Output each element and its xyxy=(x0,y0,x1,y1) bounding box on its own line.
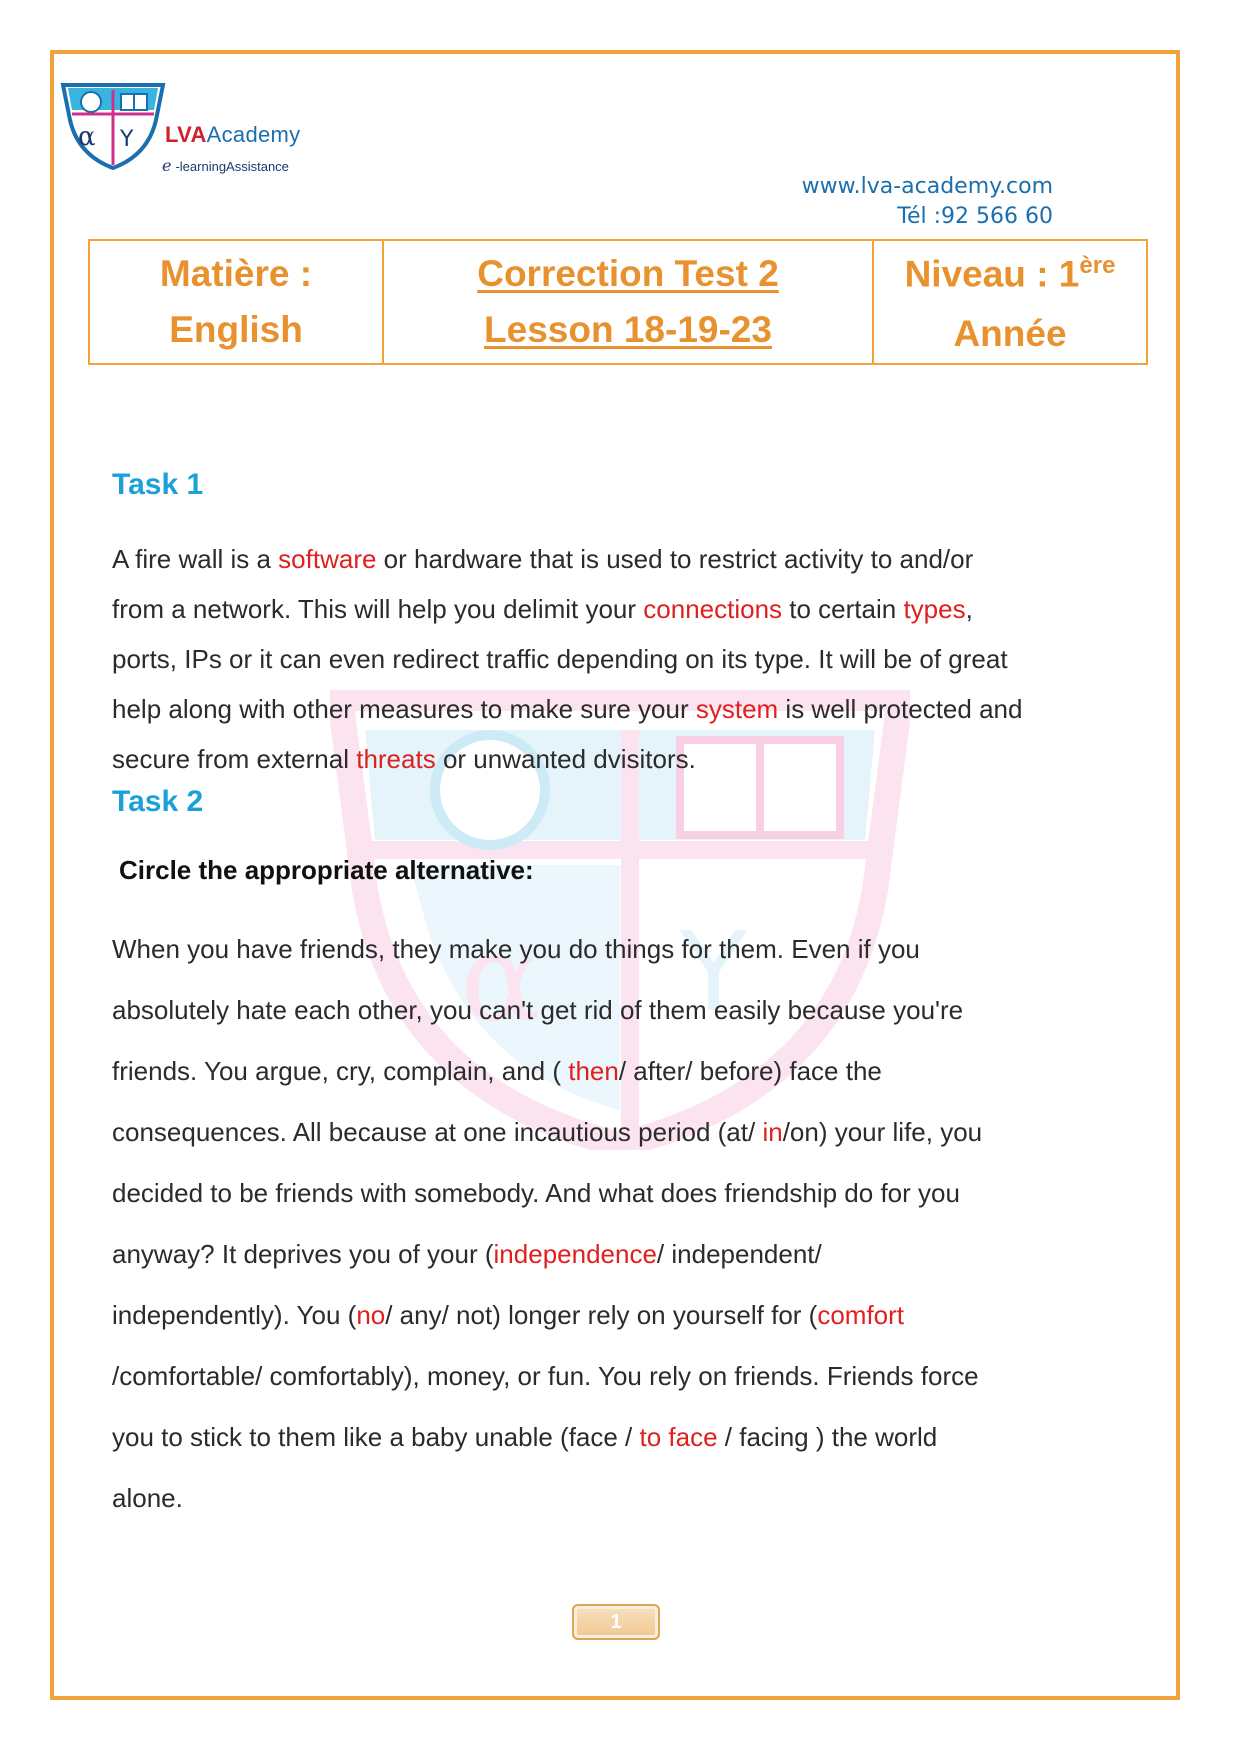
task2-instruction: Circle the appropriate alternative: xyxy=(119,855,534,885)
task2-title: Task 2 xyxy=(112,785,204,818)
task2-line xyxy=(112,980,1162,1041)
text-segment: /comfortable/ comfortably), money, or fun. You rely on friends. Friends force xyxy=(112,1361,979,1391)
answer-word: types xyxy=(903,594,966,624)
answer-word: in xyxy=(762,1117,783,1147)
task1-line xyxy=(112,734,1162,784)
logo-wordmark: LVAAcademy xyxy=(165,122,301,147)
task2-line xyxy=(112,1346,1162,1407)
text-segment: , xyxy=(965,594,973,624)
task2-line xyxy=(112,1224,1162,1285)
lesson-numbers: Lesson 18-19-23 xyxy=(484,309,772,351)
text-segment: ports, IPs or it can even redirect traffic depending on its type. It will be of great xyxy=(112,644,1008,674)
page-number: 1 xyxy=(572,1604,660,1640)
header-table xyxy=(88,239,1148,365)
svg-text:α: α xyxy=(460,910,542,1049)
task2-line xyxy=(112,1285,1162,1346)
answer-word: system xyxy=(695,694,779,724)
text-segment: you to stick to them like a baby unable (face / xyxy=(112,1422,640,1452)
answer-word: software xyxy=(278,544,377,574)
subject-value: English xyxy=(169,309,303,351)
task2-paragraph xyxy=(112,919,1162,1529)
text-segment: decided to be friends with somebody. And what does friendship do for you xyxy=(112,1178,960,1208)
lva-academy-logo xyxy=(58,80,168,170)
answer-word: comfort xyxy=(817,1300,905,1330)
text-segment: or hardware that is used to restrict activity to and/or xyxy=(376,544,974,574)
task2-line xyxy=(112,1407,1162,1468)
text-segment: is well protected and xyxy=(778,694,1023,724)
task1-line xyxy=(112,634,1162,684)
text-segment: or unwanted dvisitors. xyxy=(435,744,696,774)
task1-title: Task 1 xyxy=(112,468,204,501)
text-segment: consequences. All because at one incautious period (at/ xyxy=(112,1117,763,1147)
text-segment: A fire wall is a xyxy=(112,544,279,574)
subject-label: Matière : xyxy=(159,253,313,295)
task1-line xyxy=(112,684,1162,734)
task2-line xyxy=(112,1102,1162,1163)
answer-word: independence xyxy=(493,1239,657,1269)
answer-word: connections xyxy=(643,594,783,624)
document-title: Correction Test 2 xyxy=(477,253,779,295)
text-segment: independently). You ( xyxy=(112,1300,357,1330)
phone-number: Tél :92 566 60 xyxy=(897,204,1053,229)
text-segment: / any/ not) longer rely on yourself for ( xyxy=(385,1300,818,1330)
task2-line xyxy=(112,919,1162,980)
contact-info xyxy=(802,172,1053,232)
task1-line xyxy=(112,584,1162,634)
answer-word: to face xyxy=(639,1422,718,1452)
level-label: Niveau : 1 xyxy=(904,253,1080,295)
task1-line xyxy=(112,534,1162,584)
text-segment: When you have friends, they make you do things for them. Even if you xyxy=(112,934,920,964)
task2-line xyxy=(112,1163,1162,1224)
svg-text:Y: Y xyxy=(120,127,134,152)
logo-tagline: e -learningAssistance xyxy=(162,156,289,175)
answer-word: threats xyxy=(356,744,436,774)
level-cell xyxy=(873,240,1147,364)
svg-text:α: α xyxy=(78,122,96,152)
level-superscript: ère xyxy=(1079,252,1116,279)
text-segment: anyway? It deprives you of your ( xyxy=(112,1239,494,1269)
task1-paragraph xyxy=(112,534,1162,784)
text-segment: to certain xyxy=(782,594,904,624)
subject-cell xyxy=(89,240,383,364)
level-value: Année xyxy=(953,313,1067,355)
text-segment: from a network. This will help you delimit your xyxy=(112,594,644,624)
task2-line xyxy=(112,1468,1162,1529)
title-cell xyxy=(383,240,873,364)
text-segment: / after/ before) face the xyxy=(618,1056,882,1086)
text-segment: / independent/ xyxy=(656,1239,822,1269)
svg-text:Y: Y xyxy=(680,908,748,1036)
website-link[interactable]: www.lva-academy.com xyxy=(801,174,1053,199)
text-segment: help along with other measures to make sure your xyxy=(112,694,696,724)
text-segment: absolutely hate each other, you can't get rid of them easily because you're xyxy=(112,995,964,1025)
task2-line xyxy=(112,1041,1162,1102)
text-segment: secure from external xyxy=(112,744,357,774)
answer-word: then xyxy=(568,1056,619,1086)
text-segment: /on) your life, you xyxy=(782,1117,983,1147)
text-segment: / facing ) the world xyxy=(717,1422,938,1452)
answer-word: no xyxy=(356,1300,386,1330)
text-segment: friends. You argue, cry, complain, and ( xyxy=(112,1056,569,1086)
text-segment: alone. xyxy=(112,1483,183,1513)
